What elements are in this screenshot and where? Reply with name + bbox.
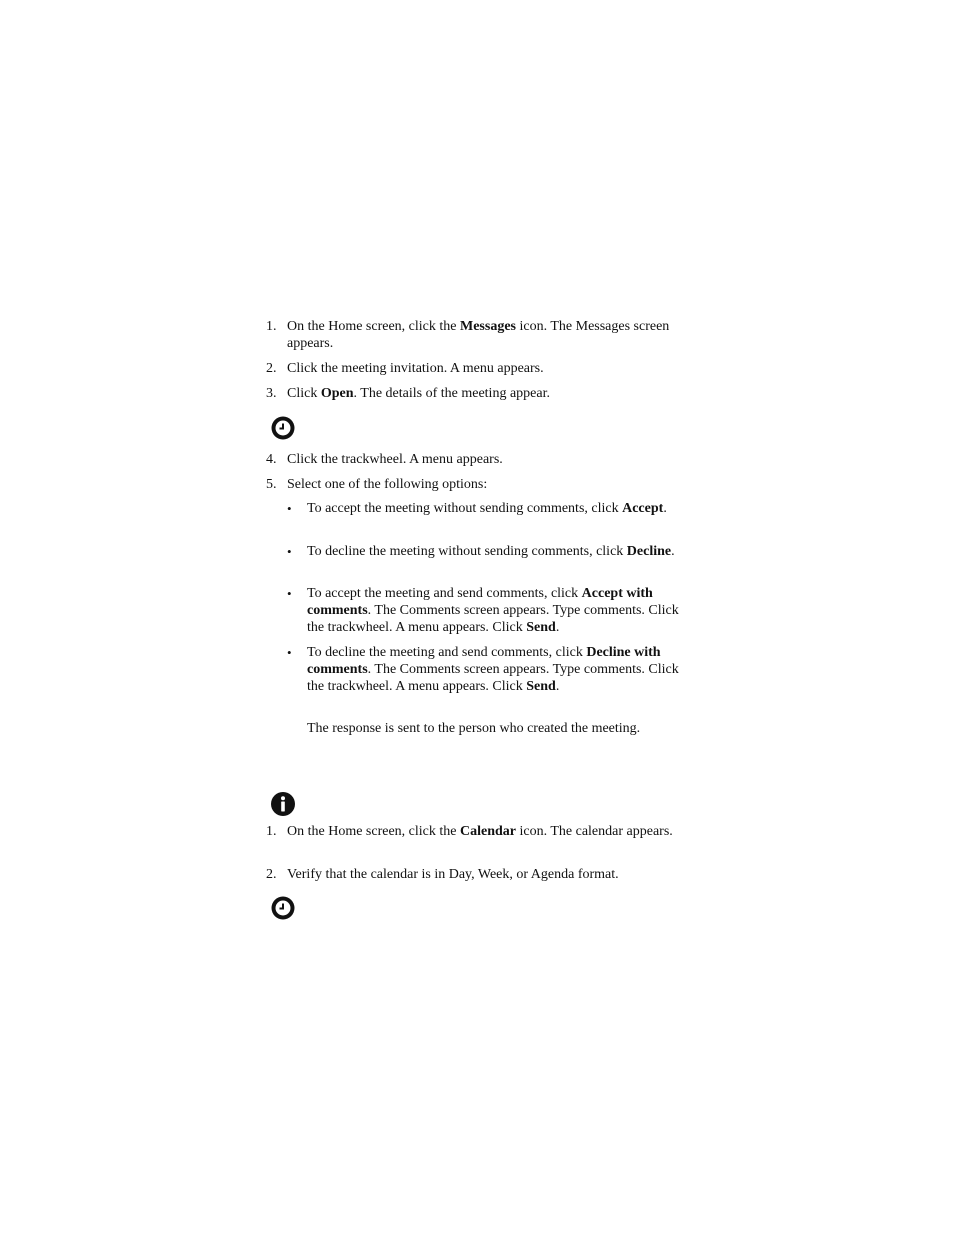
step-text: Click Open. The details of the meeting appear. — [287, 386, 550, 401]
clock-icon — [271, 416, 295, 440]
step-number: 4. — [266, 452, 277, 467]
option-text: To accept the meeting without sending comments, click Accept. — [307, 501, 667, 516]
step-number: 2. — [266, 867, 277, 882]
step-number: 5. — [266, 477, 277, 492]
clock-icon — [271, 896, 295, 920]
bullet: • — [287, 645, 292, 660]
step-number: 2. — [266, 361, 277, 376]
ui-term-decline-with-comments: Decline with comments — [307, 645, 661, 677]
step-number: 1. — [266, 824, 277, 839]
ui-term-open: Open — [320, 386, 354, 401]
step-number: 3. — [266, 386, 277, 401]
info-icon — [271, 792, 295, 816]
option-text: To accept the meeting and send comments, click Accept with comments. The Comments screen appears. Type comments. Click the trackwheel. A menu appears. Click Send. — [307, 586, 679, 635]
bullet: • — [287, 544, 292, 559]
response-note-text: The response is sent to the person who created the meeting. — [307, 721, 641, 736]
step-text: Click the trackwheel. A menu appears. — [287, 452, 503, 467]
step-text: On the Home screen, click the Calendar icon. The calendar appears. — [287, 824, 673, 839]
option-text: To decline the meeting and send comments, click Decline with comments. The Comments screen appears. Type comments. Click the trackwheel. A menu appears. Click Send. — [307, 645, 679, 694]
ui-term-accept-with-comments: Accept with comments — [307, 586, 653, 618]
option-text: To decline the meeting without sending comments, click Decline. — [307, 544, 675, 559]
ui-term-send: Send — [526, 620, 556, 635]
bullet: • — [287, 501, 292, 516]
ui-term-decline: Decline — [626, 544, 672, 559]
step-text: Click the meeting invitation. A menu appears. — [287, 361, 544, 376]
ui-term-messages: Messages — [460, 319, 516, 334]
step-text: Select one of the following options: — [287, 477, 488, 492]
ui-term-accept: Accept — [622, 501, 664, 516]
step-number: 1. — [266, 319, 277, 334]
step-text: On the Home screen, click the Messages icon. The Messages screen appears. — [287, 319, 670, 351]
ui-term-send: Send — [526, 679, 556, 694]
ui-term-calendar: Calendar — [460, 824, 516, 839]
bullet: • — [287, 586, 292, 601]
step-text: Verify that the calendar is in Day, Week, or Agenda format. — [287, 867, 619, 882]
